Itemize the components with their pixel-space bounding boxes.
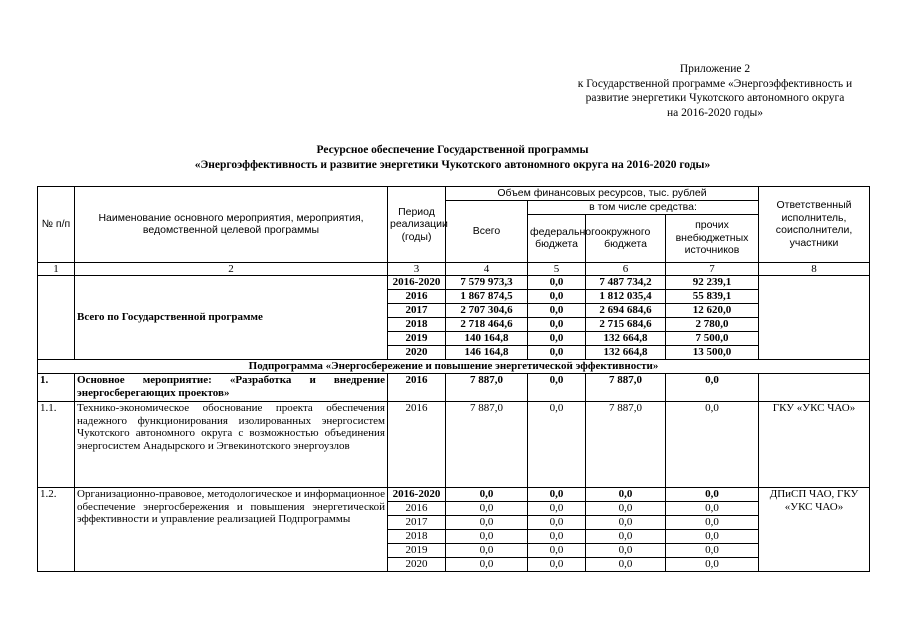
total-sum: 1 867 874,5	[446, 290, 528, 304]
item-1-2-district: 0,0	[586, 530, 666, 544]
title-line-1: Ресурсное обеспечение Государственной программы	[316, 144, 589, 156]
item-1-2-federal: 0,0	[528, 558, 586, 572]
item-1-2-name: Организационно-правовое, методологическое и информационное обеспечение энергосбережения и повышения энергетической эффективности и управление реализацией Подпрограммы	[75, 488, 388, 572]
total-other: 92 239,1	[666, 276, 759, 290]
item-1-1-district: 7 887,0	[586, 402, 666, 488]
main-measure-responsible	[759, 374, 870, 402]
appendix-line-2: к Государственной программе «Энергоэффективность и	[577, 77, 853, 90]
item-1-2-federal: 0,0	[528, 488, 586, 502]
item-1-2-federal: 0,0	[528, 544, 586, 558]
appendix-line-3: развитие энергетики Чукотского автономного округа	[585, 92, 845, 104]
header-period: Период реализации (годы)	[388, 187, 446, 263]
main-measure-other: 0,0	[666, 374, 759, 402]
item-1-2-period: 2019	[388, 544, 446, 558]
item-1-2-total: 0,0	[446, 502, 528, 516]
appendix-line-4: на 2016-2020 годы»	[666, 106, 763, 119]
item-1-2-other: 0,0	[666, 488, 759, 502]
total-other: 2 780,0	[666, 318, 759, 332]
total-period: 2018	[388, 318, 446, 332]
item-1-2-total: 0,0	[446, 516, 528, 530]
col-number: 4	[446, 262, 528, 276]
total-other: 7 500,0	[666, 332, 759, 346]
item-1-2-federal: 0,0	[528, 516, 586, 530]
total-federal: 0,0	[528, 346, 586, 360]
total-district: 1 812 035,4	[586, 290, 666, 304]
item-1-1-responsible: ГКУ «УКС ЧАО»	[759, 402, 870, 488]
header-including: в том числе средства:	[528, 201, 759, 215]
item-1-2-responsible: ДПиСП ЧАО, ГКУ «УКС ЧАО»	[759, 488, 870, 572]
item-1-2-district: 0,0	[586, 558, 666, 572]
item-1-2-federal: 0,0	[528, 530, 586, 544]
header-total: Всего	[446, 201, 528, 263]
item-1-1-name: Технико-экономическое обоснование проекта обеспечения надежного функционирования изолированных энергосистем Чукотского автономного округа с возможностью объединения энергосистем Анадырского и Эгвекинотского энергоузлов	[75, 402, 388, 488]
item-1-2-other: 0,0	[666, 558, 759, 572]
item-1-2-period: 2020	[388, 558, 446, 572]
item-1-2-district: 0,0	[586, 544, 666, 558]
total-other: 13 500,0	[666, 346, 759, 360]
total-district: 7 487 734,2	[586, 276, 666, 290]
header-volume: Объем финансовых ресурсов, тыс. рублей	[446, 187, 759, 201]
item-1-2-total: 0,0	[446, 558, 528, 572]
item-1-2-other: 0,0	[666, 530, 759, 544]
total-num-cell	[38, 276, 75, 360]
col-number: 7	[666, 262, 759, 276]
total-other: 12 620,0	[666, 304, 759, 318]
total-district: 132 664,8	[586, 332, 666, 346]
main-measure-name: Основное мероприятие: «Разработка и внедрение энергосберегающих проектов»	[75, 374, 388, 402]
total-responsible	[759, 276, 870, 360]
col-number: 8	[759, 262, 870, 276]
header-federal: федерального бюджета	[528, 214, 586, 262]
main-measure-num: 1.	[38, 374, 75, 402]
col-number: 2	[75, 262, 388, 276]
document-title	[0, 143, 905, 172]
header-district: окружного бюджета	[586, 214, 666, 262]
item-1-2-district: 0,0	[586, 502, 666, 516]
item-1-1-federal: 0,0	[528, 402, 586, 488]
item-1-1-total: 7 887,0	[446, 402, 528, 488]
total-sum: 2 718 464,6	[446, 318, 528, 332]
appendix-line-1: Приложение 2	[679, 63, 751, 75]
header-other: прочих внебюджетных источников	[666, 214, 759, 262]
item-1-2-period: 2016	[388, 502, 446, 516]
item-1-2-period: 2016-2020	[388, 488, 446, 502]
main-measure-federal: 0,0	[528, 374, 586, 402]
header-num: № п/п	[38, 187, 75, 263]
total-sum: 146 164,8	[446, 346, 528, 360]
item-1-2-total: 0,0	[446, 488, 528, 502]
item-1-2-period: 2017	[388, 516, 446, 530]
item-1-2-period: 2018	[388, 530, 446, 544]
col-number: 5	[528, 262, 586, 276]
total-sum: 2 707 304,6	[446, 304, 528, 318]
total-district: 2 694 684,6	[586, 304, 666, 318]
main-measure-district: 7 887,0	[586, 374, 666, 402]
total-federal: 0,0	[528, 290, 586, 304]
col-number: 1	[38, 262, 75, 276]
item-1-2-other: 0,0	[666, 544, 759, 558]
item-1-2-total: 0,0	[446, 530, 528, 544]
total-period: 2020	[388, 346, 446, 360]
subprogram-title: Подпрограмма «Энергосбережение и повышение энергетической эффективности»	[38, 360, 870, 374]
total-sum: 7 579 973,3	[446, 276, 528, 290]
total-sum: 140 164,8	[446, 332, 528, 346]
title-line-2: «Энергоэффективность и развитие энергетики Чукотского автономного округа на 2016-2020 годы»	[194, 158, 711, 171]
total-federal: 0,0	[528, 276, 586, 290]
main-measure-period: 2016	[388, 374, 446, 402]
item-1-2-num: 1.2.	[38, 488, 75, 572]
col-number: 3	[388, 262, 446, 276]
header-responsible: Ответственный исполнитель, соисполнители, участники	[759, 187, 870, 263]
total-district: 2 715 684,6	[586, 318, 666, 332]
total-label: Всего по Государственной программе	[75, 276, 388, 360]
item-1-1-num: 1.1.	[38, 402, 75, 488]
total-other: 55 839,1	[666, 290, 759, 304]
item-1-1-other: 0,0	[666, 402, 759, 488]
total-period: 2016	[388, 290, 446, 304]
resource-table	[37, 186, 870, 572]
total-district: 132 664,8	[586, 346, 666, 360]
header-name: Наименование основного мероприятия, мероприятия, ведомственной целевой программы	[75, 187, 388, 263]
item-1-2-other: 0,0	[666, 502, 759, 516]
total-federal: 0,0	[528, 332, 586, 346]
total-federal: 0,0	[528, 304, 586, 318]
item-1-1-period: 2016	[388, 402, 446, 488]
total-period: 2019	[388, 332, 446, 346]
item-1-2-total: 0,0	[446, 544, 528, 558]
item-1-2-district: 0,0	[586, 516, 666, 530]
total-period: 2017	[388, 304, 446, 318]
col-number: 6	[586, 262, 666, 276]
item-1-2-federal: 0,0	[528, 502, 586, 516]
main-measure-total: 7 887,0	[446, 374, 528, 402]
appendix-header	[520, 62, 910, 120]
total-period: 2016-2020	[388, 276, 446, 290]
item-1-2-other: 0,0	[666, 516, 759, 530]
total-federal: 0,0	[528, 318, 586, 332]
item-1-2-district: 0,0	[586, 488, 666, 502]
